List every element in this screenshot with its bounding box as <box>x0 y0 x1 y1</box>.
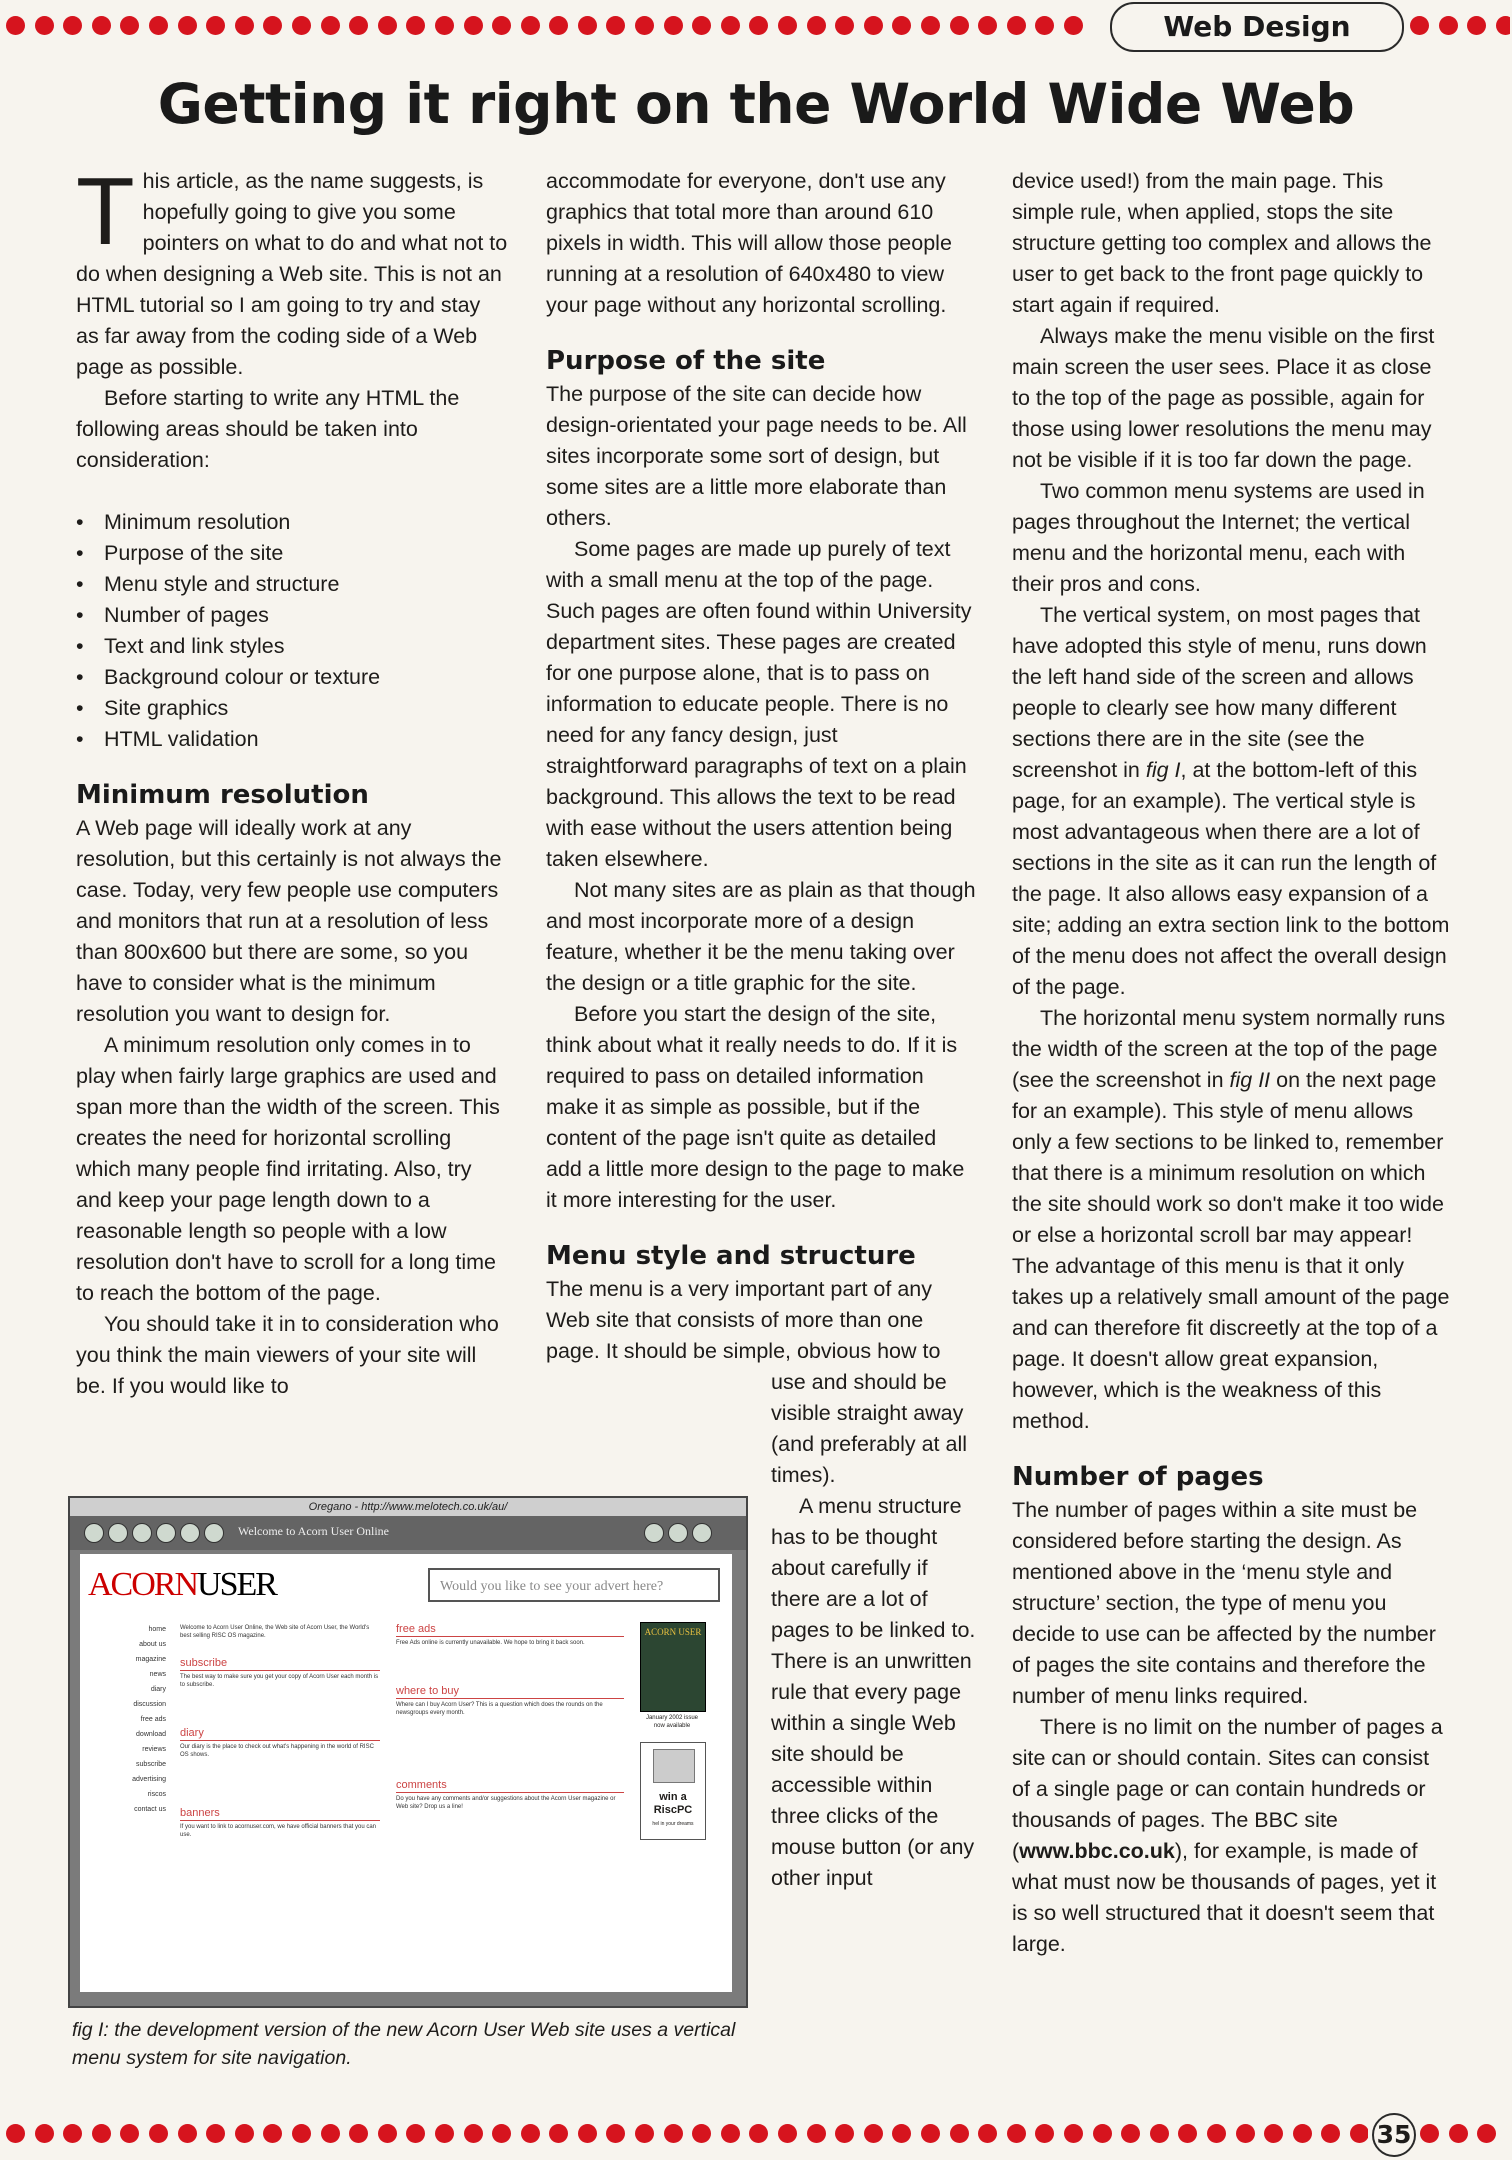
red-dot <box>178 2124 197 2143</box>
content-block: free ads Free Ads online is currently unavailable. We hope to bring it back soon. <box>396 1622 624 1647</box>
red-dot <box>178 16 197 35</box>
red-dot <box>92 2124 111 2143</box>
content-block: comments Do you have any comments and/or suggestions about the Acorn User magazine or Web site? Drop us a line! <box>396 1778 624 1811</box>
bullet-item: • Site graphics <box>76 693 508 724</box>
intro-paragraph: This article, as the name suggests, is hopefully going to give you some pointers on what to do and what not to do when designing a Web site. This is not an HTML tutorial so I am going to try and stay as far away from the coding side of a Web page as possible. <box>76 158 508 379</box>
red-dot <box>1439 16 1458 35</box>
red-dot <box>292 16 311 35</box>
red-dot <box>1007 2124 1026 2143</box>
menu-item[interactable]: riscos <box>147 1791 166 1798</box>
heading-menu-style: Menu style and structure <box>546 1241 916 1271</box>
heading-purpose: Purpose of the site <box>546 346 826 376</box>
red-dot <box>1007 16 1026 35</box>
window-titlebar <box>70 1516 746 1550</box>
paragraph: A minimum resolution only comes in to play when fairly large graphics are used and span more than the width of the screen. This creates the need for horizontal scrolling which many people find irritating. Also, try and keep your page length down to a reasonable length so people with a low resolution don't have to scroll for a long time to reach the bottom of the page. <box>76 1033 500 1305</box>
bullet-item: • Background colour or texture <box>76 662 508 693</box>
top-dot-rule-right <box>1410 16 1510 36</box>
red-dot <box>749 2124 768 2143</box>
paragraph: There is no limit on the number of pages a site can or should contain. Sites can consist of a single page or can contain hundreds or thousands of pages. The BBC site (www.bbc.co.uk), for example, is made of what must now be thousands of pages, yet it is so well structured that it doesn't seem that large. <box>1012 1715 1443 1956</box>
red-dot <box>1449 2124 1468 2143</box>
red-dot <box>1236 2124 1255 2143</box>
red-dot <box>864 16 883 35</box>
drop-cap: T <box>76 158 135 265</box>
paragraph: A menu structure has to be thought about carefully if there are a lot of pages to be linked to. There is an unwritten rule that every page within a single Web site should be accessible within three clicks of the mouse button (or any other input <box>771 1494 976 1890</box>
red-dot <box>1293 2124 1312 2143</box>
paragraph: Not many sites are as plain as that though and most incorporate more of a design feature, whether it be the menu taking over the design or a title graphic for the site. <box>546 878 976 995</box>
red-dot <box>807 16 826 35</box>
paragraph: The purpose of the site can decide how design-orientated your page needs to be. All sites incorporate some sort of design, but some sites are a little more elaborate than others. <box>546 382 967 530</box>
bullet-item: • Minimum resolution <box>76 507 508 538</box>
narrow-text <box>771 1367 976 1894</box>
red-dot <box>721 2124 740 2143</box>
red-dot <box>1496 16 1510 35</box>
red-dot <box>835 16 854 35</box>
red-dot <box>978 2124 997 2143</box>
red-dot <box>664 2124 683 2143</box>
menu-item[interactable]: diary <box>150 1686 166 1693</box>
section-label: Web Design <box>1110 2 1404 52</box>
red-dot <box>892 2124 911 2143</box>
red-dot <box>1321 2124 1340 2143</box>
red-dot <box>1350 2124 1368 2143</box>
red-dot <box>835 2124 854 2143</box>
menu-item[interactable]: home <box>148 1626 166 1633</box>
figure-reference: fig I <box>1145 758 1181 782</box>
red-dot <box>778 2124 797 2143</box>
red-dot <box>149 16 168 35</box>
content-block: banners If you want to link to acornuser.com, we have official banners that you can use. <box>180 1806 380 1839</box>
red-dot <box>749 16 768 35</box>
bbc-url: www.bbc.co.uk <box>1019 1839 1175 1863</box>
red-dot <box>1477 2124 1496 2143</box>
red-dot <box>1410 16 1429 35</box>
red-dot <box>378 2124 397 2143</box>
red-dot <box>892 16 911 35</box>
red-dot <box>406 2124 425 2143</box>
top-dot-rule <box>6 16 1106 36</box>
red-dot <box>549 2124 568 2143</box>
page-number: 35 <box>1372 2113 1416 2157</box>
paragraph: Before you start the design of the site, think about what it really needs to do. If it is required to pass on detailed information make it as simple as possible, but if the content of the page isn't quite as detailed add a little more design to the page to make it more interesting for the user. <box>546 1002 965 1212</box>
red-dot <box>435 16 454 35</box>
red-dot <box>978 16 997 35</box>
red-dot <box>1150 2124 1169 2143</box>
red-dot <box>549 16 568 35</box>
window-maximise-icon <box>692 1523 712 1543</box>
paragraph: The menu is a very important part of any Web site that consists of more than one page. It should be simple, obvious how to <box>546 1277 941 1363</box>
red-dot <box>606 16 625 35</box>
red-dot <box>692 2124 711 2143</box>
red-dot <box>1093 2124 1112 2143</box>
red-dot <box>235 16 254 35</box>
column-3 <box>1012 166 1450 1960</box>
figure-caption: fig I: the development version of the new Acorn User Web site uses a vertical menu system for site navigation. <box>72 2019 736 2069</box>
red-dot <box>120 16 139 35</box>
red-dot <box>864 2124 883 2143</box>
bottom-dot-rule <box>6 2124 1368 2144</box>
red-dot <box>921 2124 940 2143</box>
back-icon <box>84 1523 104 1543</box>
window-title: Welcome to Acorn User Online <box>238 1524 389 1538</box>
paragraph: You should take it in to consideration who you think the main viewers of your site will be. If you would like to <box>76 1312 499 1398</box>
red-dot <box>664 16 683 35</box>
vertical-menu <box>94 1622 166 1817</box>
window-close-icon <box>644 1523 664 1543</box>
reload-icon <box>156 1523 176 1543</box>
acorn-user-logo: ACORNUSER <box>88 1566 276 1603</box>
red-dot <box>606 2124 625 2143</box>
red-dot <box>292 2124 311 2143</box>
paragraph: The number of pages within a site must be considered before starting the design. As mentioned above in the ‘menu style and structure’ section, the type of menu you decide to use can be affected by the number of pages the site contains and therefore the number of menu links required. <box>1012 1498 1436 1708</box>
menu-item[interactable]: news <box>149 1671 166 1678</box>
win-riscpc-box: win a RiscPC hel in your dreams <box>640 1742 706 1840</box>
magazine-cover: ACORN USER <box>640 1622 706 1712</box>
heading-minimum-resolution: Minimum resolution <box>76 780 369 810</box>
red-dot <box>406 16 425 35</box>
red-dot <box>778 16 797 35</box>
red-dot <box>950 16 969 35</box>
stop-icon <box>132 1523 152 1543</box>
red-dot <box>464 2124 483 2143</box>
red-dot <box>120 2124 139 2143</box>
red-dot <box>721 16 740 35</box>
red-dot <box>521 16 540 35</box>
red-dot <box>950 2124 969 2143</box>
content-block: subscribe The best way to make sure you get your copy of Acorn User each month is to subscribe. <box>180 1657 379 1688</box>
heading-number-of-pages: Number of pages <box>1012 1462 1264 1492</box>
menu-item[interactable]: about us <box>139 1641 166 1648</box>
headline: Getting it right on the World Wide Web <box>157 72 1355 136</box>
red-dot <box>1064 2124 1083 2143</box>
figure-reference: fig II <box>1229 1068 1271 1092</box>
bullet-item: • Number of pages <box>76 600 508 631</box>
red-dot <box>1207 2124 1226 2143</box>
history-icon <box>204 1523 224 1543</box>
column-1 <box>76 158 508 1402</box>
red-dot <box>921 16 940 35</box>
menu-item[interactable]: magazine <box>135 1656 166 1663</box>
red-dot <box>492 2124 511 2143</box>
home-icon <box>180 1523 200 1543</box>
bullet-item: • HTML validation <box>76 724 508 755</box>
menu-item[interactable]: reviews <box>142 1746 166 1753</box>
red-dot <box>206 16 225 35</box>
paragraph: Some pages are made up purely of text with a small menu at the top of the page. Such pages are often found within University department sites. These pages are created for one purpose alone, that is to pass on information to educate people. There is no need for any fancy design, just straightforward paragraphs of text on a plain background. This allows the text to be read with ease without the users attention being taken elsewhere. <box>546 537 972 871</box>
red-dot <box>1467 16 1486 35</box>
paragraph: A Web page will ideally work at any resolution, but this certainly is not always the case. Today, very few people use computers and monitors that run at a resolution of less than 800x600 but there are some, so you have to consider what is the minimum resolution you want to design for. <box>76 816 502 1026</box>
paragraph: accommodate for everyone, don't use any graphics that total more than around 610 pixels in width. This will allow those people running at a resolution of 640x480 to view your page without any horizontal scrolling. <box>546 169 952 317</box>
web-page <box>80 1554 732 1992</box>
paragraph: Always make the menu visible on the first main screen the user sees. Place it as close to the top of the page as possible, again for those using lower resolutions the menu may not be visible if it is too far down the page. <box>1012 324 1435 472</box>
welcome-text: Welcome to Acorn User Online, the Web site of Acorn User, the World's best selling RISC OS magazine. <box>180 1625 370 1639</box>
red-dot <box>35 16 54 35</box>
window-minimise-icon <box>668 1523 688 1543</box>
red-dot <box>1178 2124 1197 2143</box>
red-dot <box>492 16 511 35</box>
red-dot <box>435 2124 454 2143</box>
paragraph: The vertical system, on most pages that have adopted this style of menu, runs down the left hand side of the screen and allows people to clearly see how many different sections there are in the site (see the screenshot in fig I, at the bottom-left of this page, for an example). The vertical style is most advantageous when there are a lot of sections in the site as it can run the length of the page. It also allows easy expansion of a site; adding an extra section link to the bottom of the menu does not affect the overall design of the page. <box>1012 603 1450 999</box>
menu-item[interactable]: download <box>136 1731 166 1738</box>
red-dot <box>692 16 711 35</box>
red-dot <box>6 16 25 35</box>
computer-icon <box>653 1749 695 1783</box>
red-dot <box>263 16 282 35</box>
menu-item[interactable]: subscribe <box>136 1761 166 1768</box>
content-block: diary Our diary is the place to check out what's happening in the world of RISC OS shows. <box>180 1726 380 1759</box>
red-dot <box>464 16 483 35</box>
red-dot <box>206 2124 225 2143</box>
figure-screenshot <box>68 1496 748 2008</box>
red-dot <box>578 16 597 35</box>
bullet-item: • Menu style and structure <box>76 569 508 600</box>
red-dot <box>378 16 397 35</box>
red-dot <box>63 2124 82 2143</box>
cover-caption: January 2002 issue now available <box>645 1715 699 1729</box>
bullet-item: • Text and link styles <box>76 631 508 662</box>
forward-icon <box>108 1523 128 1543</box>
red-dot <box>578 2124 597 2143</box>
bottom-dot-rule-right <box>1420 2124 1510 2144</box>
red-dot <box>635 16 654 35</box>
red-dot <box>92 16 111 35</box>
paragraph: use and should be visible straight away (and preferably at all times). <box>771 1370 967 1487</box>
red-dot <box>149 2124 168 2143</box>
red-dot <box>1121 2124 1140 2143</box>
bullet-item: • Purpose of the site <box>76 538 508 569</box>
red-dot <box>1064 16 1083 35</box>
red-dot <box>1420 2124 1439 2143</box>
red-dot <box>263 2124 282 2143</box>
red-dot <box>521 2124 540 2143</box>
red-dot <box>321 2124 340 2143</box>
red-dot <box>807 2124 826 2143</box>
red-dot <box>349 2124 368 2143</box>
red-dot <box>1035 2124 1054 2143</box>
browser-url-bar: Oregano - http://www.melotech.co.uk/au/ <box>70 1498 746 1516</box>
red-dot <box>235 2124 254 2143</box>
advert-banner: Would you like to see your advert here? <box>428 1568 720 1602</box>
red-dot <box>1264 2124 1283 2143</box>
red-dot <box>321 16 340 35</box>
content-block: where to buy Where can I buy Acorn User? This is a question which does the rounds on the newsgroups every month. <box>396 1684 624 1717</box>
consideration-list <box>76 507 508 755</box>
paragraph: Before starting to write any HTML the following areas should be taken into consideration: <box>76 386 460 472</box>
menu-item[interactable]: advertising <box>132 1776 166 1783</box>
red-dot <box>6 2124 25 2143</box>
menu-item[interactable]: contact us <box>134 1806 166 1813</box>
red-dot <box>35 2124 54 2143</box>
paragraph: The horizontal menu system normally runs the width of the screen at the top of the page (see the screenshot in fig II on the next page for an example). This style of menu allows only a few sections to be linked to, remember that there is a minimum resolution on which the site should work so don't make it too wide or else a horizontal scroll bar may appear! The advantage of this menu is that it only takes up a relatively small amount of the page and can therefore fit discreetly at the top of a page. It doesn't allow great expansion, however, which is the weakness of this method. <box>1012 1006 1450 1433</box>
paragraph: Two common menu systems are used in pages throughout the Internet; the vertical menu and the horizontal menu, each with their pros and cons. <box>1012 479 1425 596</box>
menu-item[interactable]: free ads <box>140 1716 166 1723</box>
red-dot <box>1035 16 1054 35</box>
red-dot <box>349 16 368 35</box>
menu-item[interactable]: discussion <box>133 1701 166 1708</box>
red-dot <box>63 16 82 35</box>
paragraph: device used!) from the main page. This simple rule, when applied, stops the site structure getting too complex and allows the user to get back to the front page quickly to start again if required. <box>1012 169 1432 317</box>
red-dot <box>635 2124 654 2143</box>
